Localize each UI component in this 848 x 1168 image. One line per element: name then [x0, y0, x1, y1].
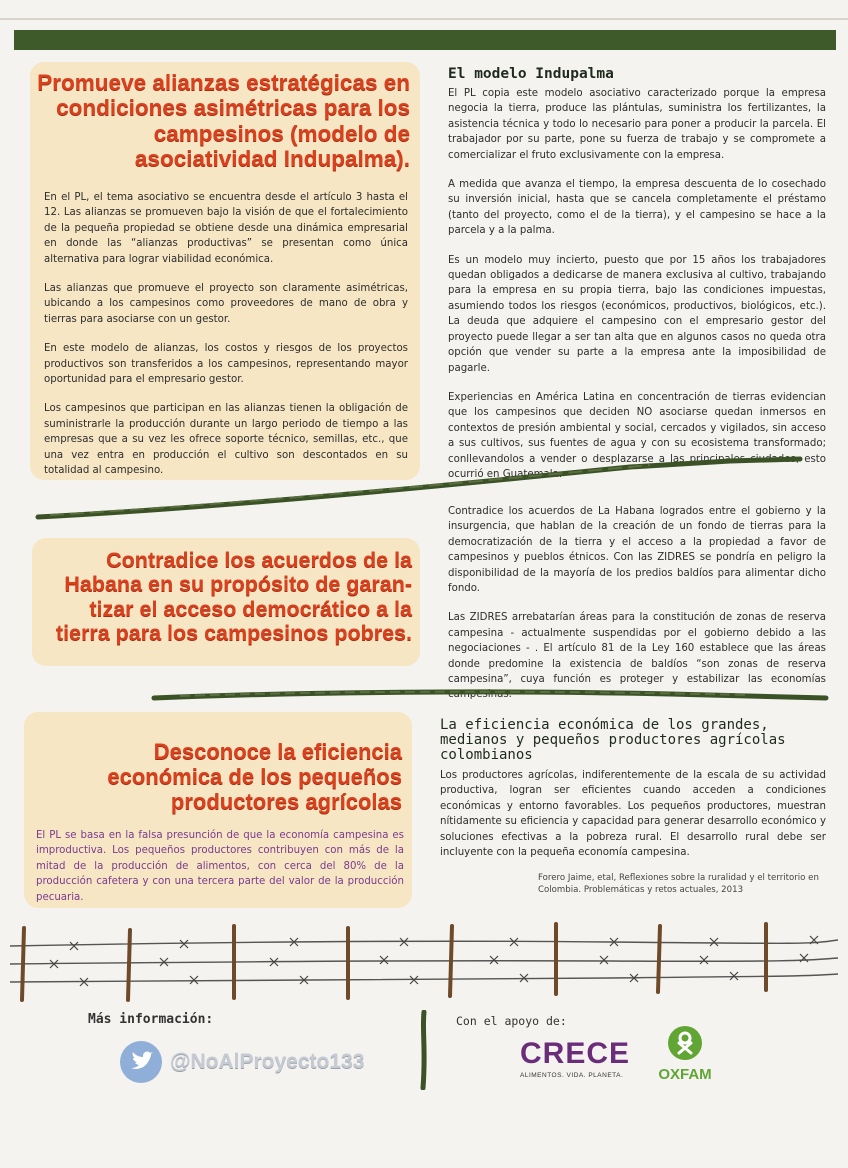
paragraph: El PL se basa en la falsa presunción de que la economía campesina es improductiva. Los pequeños productores contribuyen con más de la mitad de la producción de alimentos, con cerca del 80% de la producción cafetera y con una tercera parte del valor de la producción pecuaria. [36, 830, 404, 903]
headline-line: asociatividad Indupalma). [134, 146, 410, 172]
twitter-link[interactable] [120, 1040, 364, 1084]
section1-body [44, 190, 408, 493]
headline-line: tierra para los campesinos pobres. [55, 620, 412, 645]
paragraph: A medida que avanza el tiempo, la empresa descuenta de lo cosechado su inversión inicial, hasta que se cancela completamente el préstamo (tanto del proyecto, como el de la tierra), y el campesino se hace a la parcela y a la palma. [448, 179, 826, 237]
twitter-handle: @NoAlProyecto133 [170, 1050, 365, 1073]
headline-line: condiciones asimétricas para los [56, 95, 410, 121]
headline-line: campesinos (modelo de [153, 120, 410, 146]
top-green-band [14, 30, 836, 50]
title-line: medianos y pequeños productores agrícolas [440, 732, 786, 748]
headline-line: Habana en su propósito de garan- [64, 572, 412, 597]
indupalma-body [448, 86, 826, 496]
footer-brush-divider [418, 1010, 430, 1090]
oxfam-logo[interactable] [655, 1026, 715, 1083]
barbed-wire-fence [10, 920, 838, 1010]
oxfam-icon [668, 1026, 702, 1060]
support-label: Con el apoyo de: [456, 1014, 567, 1028]
paragraph: En este modelo de alianzas, los costos y riesgos de los proyectos productivos son transferidos a los campesinos, representando mayor oportunidad para el empresario gestor. [44, 343, 408, 386]
paragraph: Las alianzas que promueve el proyecto son claramente asimétricas, ubicando a los campesinos como proveedores de mano de obra y tierras para asociarse con un gestor. [44, 283, 408, 325]
citation-line: Colombia. Problemáticas y retos actuales, 2013 [538, 885, 744, 895]
brush-divider [150, 684, 830, 708]
twitter-icon [120, 1041, 162, 1083]
section3-left-body [36, 828, 404, 919]
paragraph: En el PL, el tema asociativo se encuentra desde el artículo 3 hasta el 12. Las alianzas se promueven bajo la visión de que el fortalecimiento de la pequeña propiedad se obtiene desde una dinámica empresarial en donde las “alianzas productivas” se presentan como única alternativa para lograr viabilidad económica. [44, 192, 408, 265]
paragraph: Los campesinos que participan en las alianzas tienen la obligación de suministrarle la producción durante un largo periodo de tiempo a las empresas que a su vez les ofrece soporte técnico, semillas, etc., que una vez entra en producción el cultivo son descontados en su totalidad al campesino. [44, 403, 408, 477]
title-line: colombianos [440, 747, 533, 763]
paragraph: Contradice los acuerdos de La Habana logrados entre el gobierno y la insurgencia, que hablan de la creación de un fondo de tierras para la democratización de la tierra y el acceso a la propiedad a favor de campesinos y pueblos étnicos. Con las ZIDRES se pondría en peligro la disponibilidad de la mayoría de los predios baldíos para alimentar dicho fondo. [448, 506, 826, 595]
citation [538, 872, 838, 896]
crece-logo[interactable] [520, 1038, 630, 1079]
more-info-label: Más información: [88, 1012, 214, 1027]
top-rule [0, 18, 848, 20]
headline-line: económica de los pequeños [107, 763, 402, 789]
section2-headline [36, 548, 412, 645]
section3-right-body [440, 768, 826, 874]
headline-line: productores agrícolas [170, 788, 402, 814]
paragraph: Los productores agrícolas, indiferentemente de la escala de su actividad productiva, logran ser eficientes cuando acceden a condiciones económicas y entorno favorables. Los pequeños productores, muestran nítidamente su eficiencia y capacidad para generar desarrollo económico y soluciones efectivas a la pobreza rural. El desarrollo rural debe ser incluyente con la pequeña economía campesina. [440, 770, 826, 859]
headline-line: Desconoce la eficiencia [153, 739, 402, 764]
section1-headline [36, 70, 410, 172]
section3-headline [40, 740, 402, 815]
oxfam-logo-text: OXFAM [658, 1066, 712, 1083]
headline-line: Contradice los acuerdos de la [106, 548, 412, 572]
paragraph: Es un modelo muy incierto, puesto que por 15 años los trabajadores quedan obligados a dedicarse de manera exclusiva al cultivo, trabajando para la empresa en su propia tierra, bajo las condiciones impuestas, asumiendo todos los riesgos (económicos, productivos, biológicos, etc.). La deuda que adquiere el campesino con el empresario gestor del proyecto puede llegar a ser tan alta que en algunos casos no queda otra opción que vender su parte a la empresa ante la imposibilidad de pagarle. [448, 254, 826, 374]
crece-tagline: ALIMENTOS. VIDA. PLANETA. [520, 1072, 624, 1079]
title-line: La eficiencia económica de los grandes, [440, 717, 769, 733]
headline-line: Promueve alianzas estratégicas en [37, 70, 410, 95]
citation-line: Forero Jaime, etal, Reflexiones sobre la ruralidad y el territorio en [538, 873, 819, 883]
paragraph: El PL copia este modelo asociativo caracterizado porque la empresa negocia la tierra, produce las plántulas, suministra los fertilizantes, la asistencia técnica y todo lo necesario para poner a producir la parcela. El trabajador por su parte, pone su fuerza de trabajo y se compromete a comercializar el fruto exclusivamente con la empresa. [448, 88, 826, 161]
crece-logo-text: CRECE [520, 1037, 631, 1070]
paragraph: Las ZIDRES arrebatarían áreas para la constitución de zonas de reserva campesina - actualmente suspendidas por el gobierno debido a las negociaciones - . El artículo 81 de la Ley 160 establece que las áreas donde predomine la existencia de baldíos “son zonas de reserva campesina”, cuya función es proteger y estabilizar las economías campesinas. [448, 612, 826, 701]
paragraph: Experiencias en América Latina en concentración de tierras evidencian que los campesinos que deciden NO asociarse quedan inmersos en contextos de presión ambiental y social, cercados y vigilados, sin acceso a sus cultivos, sus fuentes de agua y con su ecosistema transformado; conllevandolos a vender o desplazarse a las principales ciudades, esto ocurrió en Guatemala. [448, 391, 826, 480]
indupalma-title: El modelo Indupalma [448, 66, 614, 82]
section3-right-title [440, 718, 830, 763]
headline-line: tizar el acceso democrático a la [89, 596, 412, 621]
